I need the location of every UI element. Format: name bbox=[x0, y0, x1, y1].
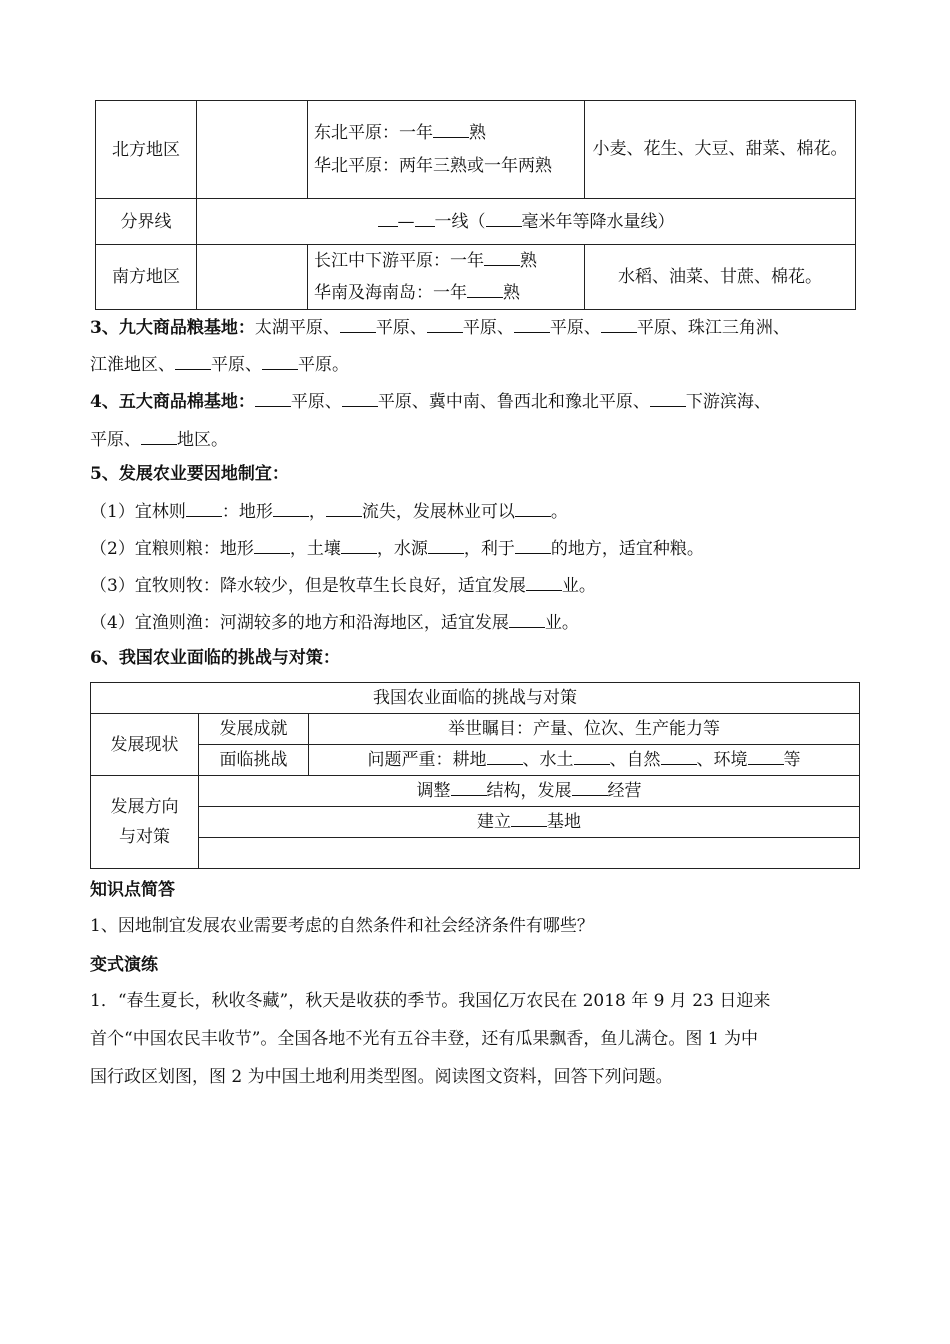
q5-line3: （3）宜牧则牧：降水较少，但是牧草生长良好，适宜发展 业。 bbox=[90, 572, 596, 598]
q3-line2: 江淮地区、 平原、 平原。 bbox=[90, 351, 349, 377]
region-table bbox=[95, 100, 856, 310]
challenge-table-title: 我国农业面临的挑战与对策 bbox=[91, 683, 860, 714]
north-crop-line1: 东北平原：一年 熟 bbox=[314, 117, 578, 150]
challenge-text-cell: 问题严重：耕地 、水土 、自然 、环境 等 bbox=[309, 745, 860, 776]
boundary-label-cell: 分界线 bbox=[96, 199, 197, 245]
q5-line1: （1）宜林则 ：地形 ， 流失，发展林业可以 。 bbox=[90, 498, 568, 524]
brief-title: 知识点简答 bbox=[90, 880, 175, 900]
q6-title: 6、我国农业面临的挑战与对策： bbox=[90, 648, 340, 668]
q5-line4: （4）宜渔则渔：河湖较多的地方和沿海地区，适宜发展 业。 bbox=[90, 609, 579, 635]
south-crop-line1: 长江中下游平原：一年 熟 bbox=[314, 245, 578, 277]
brief-q1: 1、因地制宜发展农业需要考虑的自然条件和社会经济条件有哪些？ bbox=[90, 916, 594, 936]
q5-line2: （2）宜粮则粮：地形 ，土壤 ，水源 ，利于 的地方，适宜种粮。 bbox=[90, 535, 704, 561]
practice-title: 变式演练 bbox=[90, 955, 158, 975]
north-crop-line2: 华北平原：两年三熟或一年两熟 bbox=[314, 155, 552, 176]
south-region-cell: 南方地区 bbox=[96, 245, 197, 310]
q5-title: 5、发展农业要因地制宜： bbox=[90, 464, 289, 484]
practice-line1: 1．“春生夏长，秋收冬藏”，秋天是收获的季节。我国亿万农民在 2018 年 9 月 23 日迎来 bbox=[90, 991, 771, 1011]
achieve-text-cell: 举世瞩目：产量、位次、生产能力等 bbox=[309, 714, 860, 745]
north-crops-cell: 小麦、花生、大豆、甜菜、棉花。 bbox=[585, 101, 856, 199]
direction-row3-empty bbox=[199, 838, 860, 869]
direction-row2: 建立 基地 bbox=[199, 807, 860, 838]
south-crop-cell bbox=[308, 245, 585, 310]
q4-line2: 平原、 地区。 bbox=[90, 426, 228, 452]
south-crop-line2: 华南及海南岛：一年 熟 bbox=[314, 277, 578, 309]
boundary-text-cell: — 一线（ 毫米年等降水量线） bbox=[197, 199, 856, 245]
challenge-label-cell: 面临挑战 bbox=[199, 745, 309, 776]
q3-line1: 3、九大商品粮基地：太湖平原、 平原、 平原、 平原、 平原、珠江三角洲、 bbox=[90, 314, 790, 340]
q4-line1: 4、五大商品棉基地： 平原、 平原、冀中南、鲁西北和豫北平原、 下游滨海、 bbox=[90, 388, 771, 414]
practice-line2: 首个“中国农民丰收节”。全国各地不光有五谷丰登，还有瓜果飘香，鱼儿满仓。图 1 为中 bbox=[90, 1029, 759, 1049]
north-crop-cell bbox=[308, 101, 585, 199]
south-empty-cell bbox=[197, 245, 308, 310]
direction-label-cell: 发展方向 与对策 bbox=[91, 776, 199, 869]
achieve-label-cell: 发展成就 bbox=[199, 714, 309, 745]
north-region-cell: 北方地区 bbox=[96, 101, 197, 199]
north-empty-cell bbox=[197, 101, 308, 199]
south-crops-cell: 水稻、油菜、甘蔗、棉花。 bbox=[585, 245, 856, 310]
challenge-table bbox=[90, 682, 860, 869]
direction-row1: 调整 结构，发展 经营 bbox=[199, 776, 860, 807]
status-label-cell: 发展现状 bbox=[91, 714, 199, 776]
practice-line3: 国行政区划图，图 2 为中国土地利用类型图。阅读图文资料，回答下列问题。 bbox=[90, 1067, 673, 1087]
